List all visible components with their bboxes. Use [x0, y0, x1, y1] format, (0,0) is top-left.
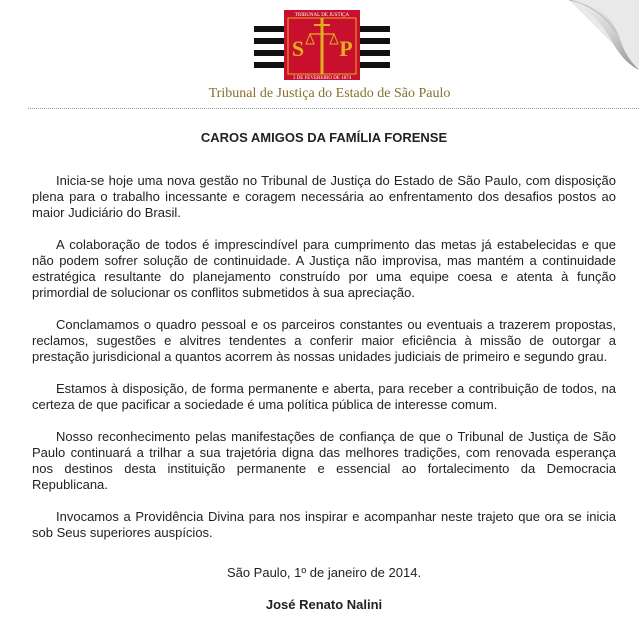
paragraph: Inicia-se hoje uma nova gestão no Tribunal de Justiça do Estado de São Paulo, com disposição plena para o trabalho incessante e coragem necessária ao enfrentamento dos desafios postos ao maior Judiciário do Brasil.	[32, 173, 616, 220]
signature-name: José Renato Nalini	[265, 597, 383, 612]
paragraph: A colaboração de todos é imprescindível para cumprimento das metas já estabelecidas e que não podem sofrer solução de continuidade. A Justiça não improvisa, mas mantém a continuidade estratégica resultante do planejamento construído por uma equipe coesa e atenta à função primordial de solucionar os conflitos submetidos à sua apreciação.	[32, 237, 616, 300]
emblem-letter-p: P	[339, 36, 353, 61]
paragraph: Estamos à disposição, de forma permanente e aberta, para receber a contribuição de todos, na certeza de que pacificar a sociedade é uma política pública de interesse comum.	[32, 381, 616, 412]
header-divider	[28, 108, 639, 109]
page-curl-corner[interactable]	[567, 0, 639, 72]
court-emblem	[254, 8, 390, 84]
paragraph: Conclamamos o quadro pessoal e os parceiros constantes ou eventuais a trazerem propostas, reclamos, sugestões e alvitres tendentes a conferir maior eficiência à missão de outorgar a prestação jurisdicional a quantos acorrem às nossas unidades judiciais de primeiro e segundo grau.	[32, 317, 616, 364]
letterhead	[0, 0, 639, 108]
letter-title: CAROS AMIGOS DA FAMÍLIA FORENSE	[200, 130, 448, 145]
place-date: São Paulo, 1º de janeiro de 2014.	[226, 565, 422, 580]
emblem-bottom-text: 3 DE FEVEREIRO DE 1874	[292, 76, 352, 81]
paragraph: Invocamos a Providência Divina para nos inspirar e acompanhar neste trajeto que ora se inicia sob Seus superiores auspícios.	[32, 509, 616, 540]
court-name: Tribunal de Justiça do Estado de São Paulo	[208, 86, 451, 101]
emblem-top-text: TRIBUNAL DE JUSTIÇA	[294, 13, 350, 18]
letter-body	[32, 130, 616, 613]
paragraph: Nosso reconhecimento pelas manifestações de confiança de que o Tribunal de Justiça de São Paulo continuará a trilhar a sua trajetória digna das melhores tradições, com renovada esperança nos destinos desta instituição permanente e essencial ao fortalecimento da Democracia Republicana.	[32, 429, 616, 492]
emblem-letter-s: S	[291, 36, 305, 61]
